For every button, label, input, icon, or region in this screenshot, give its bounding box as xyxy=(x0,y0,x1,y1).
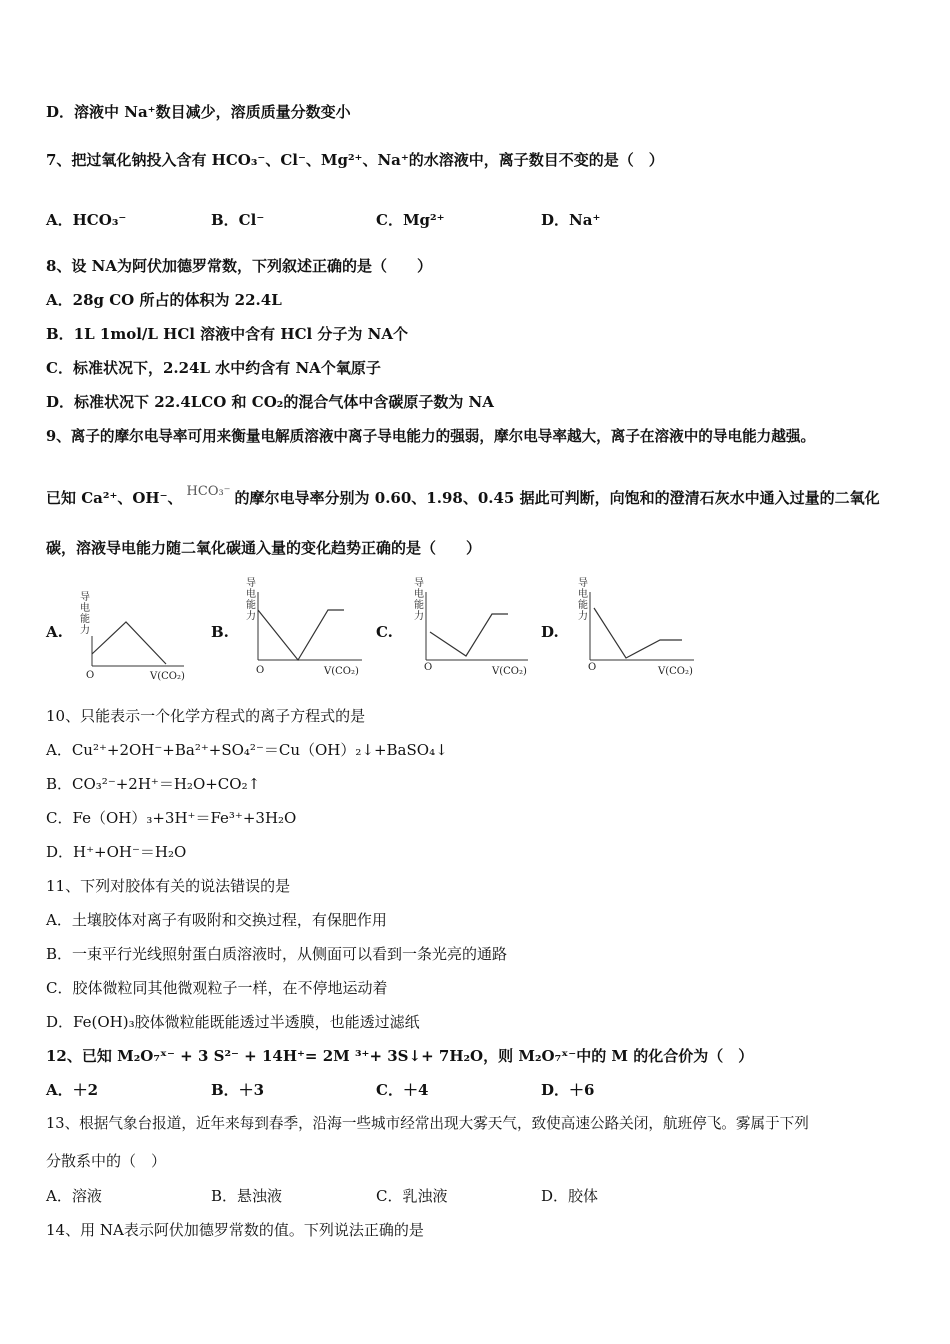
q13-line2: 分散系中的（ ） xyxy=(46,1152,167,1170)
graph-a-ylabel-1: 导 xyxy=(80,592,90,603)
graph-c-curve xyxy=(430,614,508,656)
q9-line2-suffix: 的摩尔电导率分别为 0.60、1.98、0.45 据此可判断，向饱和的澄清石灰水中通入过量的二氧化 xyxy=(234,489,880,507)
graph-b-ylabel-3: 能 xyxy=(246,600,256,611)
graph-b-xlabel: V(CO₂) xyxy=(324,666,359,677)
q12-option-d: D．＋6 xyxy=(541,1081,595,1099)
graph-d-xlabel: V(CO₂) xyxy=(658,666,693,677)
graph-d-origin: O xyxy=(588,662,597,673)
q9-hco3-image-text: HCO₃⁻ xyxy=(186,484,231,499)
q10-option-d: D．H⁺+OH⁻＝H₂O xyxy=(46,843,187,861)
q14-stem: 14、用 NA表示阿伏加德罗常数的值。下列说法正确的是 xyxy=(46,1221,424,1239)
q9-graph-b xyxy=(240,572,370,682)
q9-option-c-label: C. xyxy=(376,623,393,641)
q13-option-a: A．溶液 xyxy=(46,1187,102,1205)
graph-d-curve xyxy=(594,608,682,658)
graph-c-ylabel-3: 能 xyxy=(414,600,424,611)
graph-d-ylabel-2: 电 xyxy=(578,589,588,600)
q12-option-b: B．＋3 xyxy=(211,1081,265,1099)
q10-option-c: C．Fe（OH）₃+3H⁺＝Fe³⁺+3H₂O xyxy=(46,809,297,827)
q10-stem: 10、只能表示一个化学方程式的离子方程式的是 xyxy=(46,707,366,725)
q13-option-c: C．乳浊液 xyxy=(376,1187,448,1205)
q9-option-a-label: A. xyxy=(46,623,63,641)
graph-a-ylabel-2: 电 xyxy=(80,603,90,614)
q9-graph-d xyxy=(572,572,702,682)
q9-graph-c xyxy=(408,572,538,682)
graph-a-xlabel: V(CO₂) xyxy=(150,671,185,682)
graph-c-xlabel: V(CO₂) xyxy=(492,666,527,677)
q9-option-d-label: D. xyxy=(541,623,559,641)
graph-b-ylabel-1: 导 xyxy=(246,578,256,589)
q8-option-a: A．28g CO 所占的体积为 22.4L xyxy=(46,291,282,309)
graph-c-ylabel-4: 力 xyxy=(414,611,424,622)
graph-d-ylabel-3: 能 xyxy=(578,600,588,611)
graph-a-curve xyxy=(92,622,166,664)
q11-option-d: D．Fe(OH)₃胶体微粒能既能透过半透膜，也能透过滤纸 xyxy=(46,1013,420,1031)
graph-c-ylabel-1: 导 xyxy=(414,578,424,589)
q9-line2-prefix: 已知 Ca²⁺、OH⁻、 xyxy=(46,489,183,507)
q8-option-b: B．1L 1mol/L HCl 溶液中含有 HCl 分子为 NA个 xyxy=(46,325,409,343)
q8-option-c: C．标准状况下，2.24L 水中约含有 NA个氧原子 xyxy=(46,359,381,377)
graph-b-ylabel-2: 电 xyxy=(246,589,256,600)
graph-a-origin: O xyxy=(86,670,95,681)
q11-option-b: B．一束平行光线照射蛋白质溶液时，从侧面可以看到一条光亮的通路 xyxy=(46,945,508,963)
q7-option-b: B．Cl⁻ xyxy=(211,211,265,229)
q10-option-a: A．Cu²⁺+2OH⁻+Ba²⁺+SO₄²⁻＝Cu（OH）₂↓+BaSO₄↓ xyxy=(46,741,448,759)
q9-line3: 碳，溶液导电能力随二氧化碳通入量的变化趋势正确的是（ ） xyxy=(46,539,482,557)
q13-option-b: B．悬浊液 xyxy=(211,1187,283,1205)
graph-a-ylabel-3: 能 xyxy=(80,614,90,625)
q7-option-c: C．Mg²⁺ xyxy=(376,211,445,229)
q12-stem: 12、已知 M₂O₇ˣ⁻ + 3 S²⁻ + 14H⁺= 2M ³⁺+ 3S↓+ 7H₂O，则 M₂O₇ˣ⁻中的 M 的化合价为（ ） xyxy=(46,1047,754,1065)
q11-option-c: C．胶体微粒同其他微观粒子一样，在不停地运动着 xyxy=(46,979,388,997)
q10-option-b: B．CO₃²⁻+2H⁺＝H₂O+CO₂↑ xyxy=(46,775,261,793)
graph-d-ylabel-1: 导 xyxy=(578,578,588,589)
graph-d-ylabel-4: 力 xyxy=(578,611,588,622)
graph-c-ylabel-2: 电 xyxy=(414,589,424,600)
q6-option-d: D．溶液中 Na⁺数目减少，溶质质量分数变小 xyxy=(46,103,351,121)
q7-option-a: A．HCO₃⁻ xyxy=(46,211,127,229)
q12-option-c: C．＋4 xyxy=(376,1081,429,1099)
q9-line2 xyxy=(46,484,880,510)
q11-option-a: A．土壤胶体对离子有吸附和交换过程，有保肥作用 xyxy=(46,911,387,929)
q9-option-b-label: B. xyxy=(211,623,229,641)
q9-line1: 9、离子的摩尔电导率可用来衡量电解质溶液中离子导电能力的强弱，摩尔电导率越大，离子在溶液中的导电能力越强。 xyxy=(46,428,816,445)
graph-a-ylabel-4: 力 xyxy=(80,625,90,636)
graph-b-origin: O xyxy=(256,665,265,676)
q8-option-d: D．标准状况下 22.4LCO 和 CO₂的混合气体中含碳原子数为 NA xyxy=(46,393,494,411)
q12-option-a: A．＋2 xyxy=(46,1081,99,1099)
q13-option-d: D．胶体 xyxy=(541,1187,599,1205)
q7-option-d: D．Na⁺ xyxy=(541,211,601,229)
q13-line1: 13、根据气象台报道，近年来每到春季，沿海一些城市经常出现大雾天气，致使高速公路关闭，航班停飞。雾属于下列 xyxy=(46,1115,809,1132)
q11-stem: 11、下列对胶体有关的说法错误的是 xyxy=(46,877,291,895)
q9-graph-a xyxy=(74,588,194,688)
graph-b-ylabel-4: 力 xyxy=(246,611,256,622)
q8-stem: 8、设 NA为阿伏加德罗常数，下列叙述正确的是（ ） xyxy=(46,257,433,275)
graph-c-origin: O xyxy=(424,662,433,673)
graph-b-curve xyxy=(258,610,344,660)
q7-stem: 7、把过氧化钠投入含有 HCO₃⁻、Cl⁻、Mg²⁺、Na⁺的水溶液中，离子数目不变的是（ ） xyxy=(46,151,664,169)
